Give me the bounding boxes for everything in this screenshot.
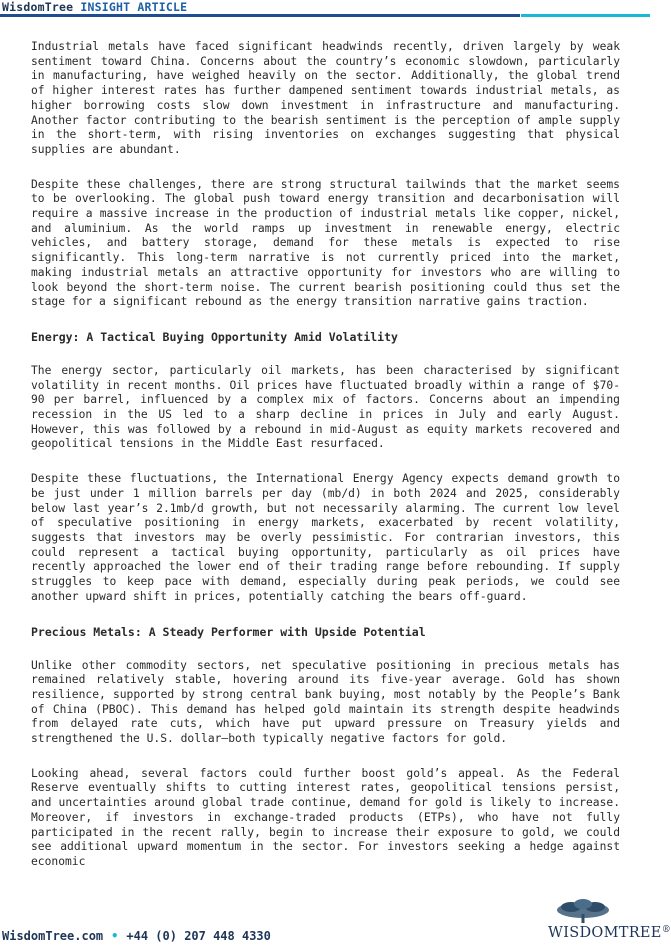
separator-dot: • (111, 929, 119, 943)
page-footer (0, 926, 650, 947)
paragraph-industrial-2: Despite these challenges, there are strong structural tailwinds that the market seems to be overlooking. The global push toward energy transition and decarbonisation will require a massive increase in the production of industrial metals like copper, nickel, and aluminium. As the world ramps up investment in renewable energy, electric vehicles, and battery storage, demand for these metals is expected to rise significantly. This long-term narrative is not currently priced into the market, making industrial metals an attractive opportunity for investors who are willing to look beyond the short-term noise. The current bearish positioning could thus set the stage for a significant rebound as the energy transition narrative gains traction. (31, 177, 620, 309)
footer-contact (2, 929, 271, 943)
website-link[interactable]: WisdomTree.com (2, 929, 104, 943)
paragraph-industrial-1: Industrial metals have faced significant headwinds recently, driven largely by weak sentiment toward China. Concerns about the country’s economic slowdown, particularly in manufacturing, have weighed heavily on the sector. Additionally, the global trend of higher interest rates has further dampened sentiment towards industrial metals, as higher borrowing costs slow down investment in infrastructure and manufacturing. Another factor contributing to the bearish sentiment is the perception of ample supply in the short-term, with rising inventories on exchanges suggesting that physical supplies are abundant. (31, 40, 620, 156)
phone-number: +44 (0) 207 448 4330 (126, 929, 271, 943)
paragraph-energy-2: Despite these fluctuations, the International Energy Agency expects demand growth to be just under 1 million barrels per day (mb/d) in both 2024 and 2025, considerably below last year’s 2.1mb/d growth, but not necessarily alarming. The current low level of speculative positioning in energy markets, exacerbated by recent volatility, suggests that investors may be overly pessimistic. For contrarian investors, this could represent a tactical buying opportunity, particularly as oil prices have recently approached the lower end of their trading range before rebounding. If supply struggles to keep pace with demand, especially during peak periods, we could see another upward shift in prices, potentially catching the bears off-guard. (31, 472, 620, 603)
section-heading-precious-metals: Precious Metals: A Steady Performer with Upside Potential (31, 624, 426, 639)
article-type-tag: INSIGHT ARTICLE (80, 0, 188, 14)
brand-label (2, 0, 187, 14)
paragraph-precious-2: Looking ahead, several factors could further boost gold’s appeal. As the Federal Reserve eventually shifts to cutting interest rates, geopolitical tensions persist, and uncertainties around global trade continue, demand for gold is likely to increase. Moreover, if investors in exchange-traded products (ETPs), who have not fully participated in the recent rally, begin to increase their exposure to gold, we could see additional upward momentum in the sector. For investors seeking a hedge against economic (31, 766, 620, 868)
registered-mark: ® (661, 925, 671, 935)
paragraph-precious-1: Unlike other commodity sectors, net speculative positioning in precious metals has remained relatively stable, hovering around its five-year average. Gold has shown resilience, supported by strong central bank buying, most notably by the People’s Bank of China (PBOC). This demand has helped gold maintain its strength despite headwinds from delayed rate cuts, which have put upward pressure on Treasury yields and strengthened the U.S. dollar—both typically negative factors for gold. (31, 658, 620, 746)
header-rule-accent (521, 14, 650, 17)
section-heading-energy: Energy: A Tactical Buying Opportunity Amid Volatility (31, 329, 398, 344)
paragraph-energy-1: The energy sector, particularly oil markets, has been characterised by significant volatility in recent months. Oil prices have fluctuated broadly within a range of $70-90 per barrel, influenced by a complex mix of factors. Concerns about an impending recession in the US led to a sharp decline in prices in July and early August. However, this was followed by a rebound in mid-August as equity markets recovered and geopolitical tensions in the Middle East resurfaced. (31, 363, 620, 451)
wisdomtree-tree-logo-icon (553, 898, 613, 924)
page-header (0, 0, 650, 20)
brand-name: WisdomTree (2, 0, 74, 14)
header-rule-dark (0, 14, 520, 17)
logo-wordmark: WISDOMTREE (548, 925, 662, 941)
article-body (31, 40, 620, 890)
